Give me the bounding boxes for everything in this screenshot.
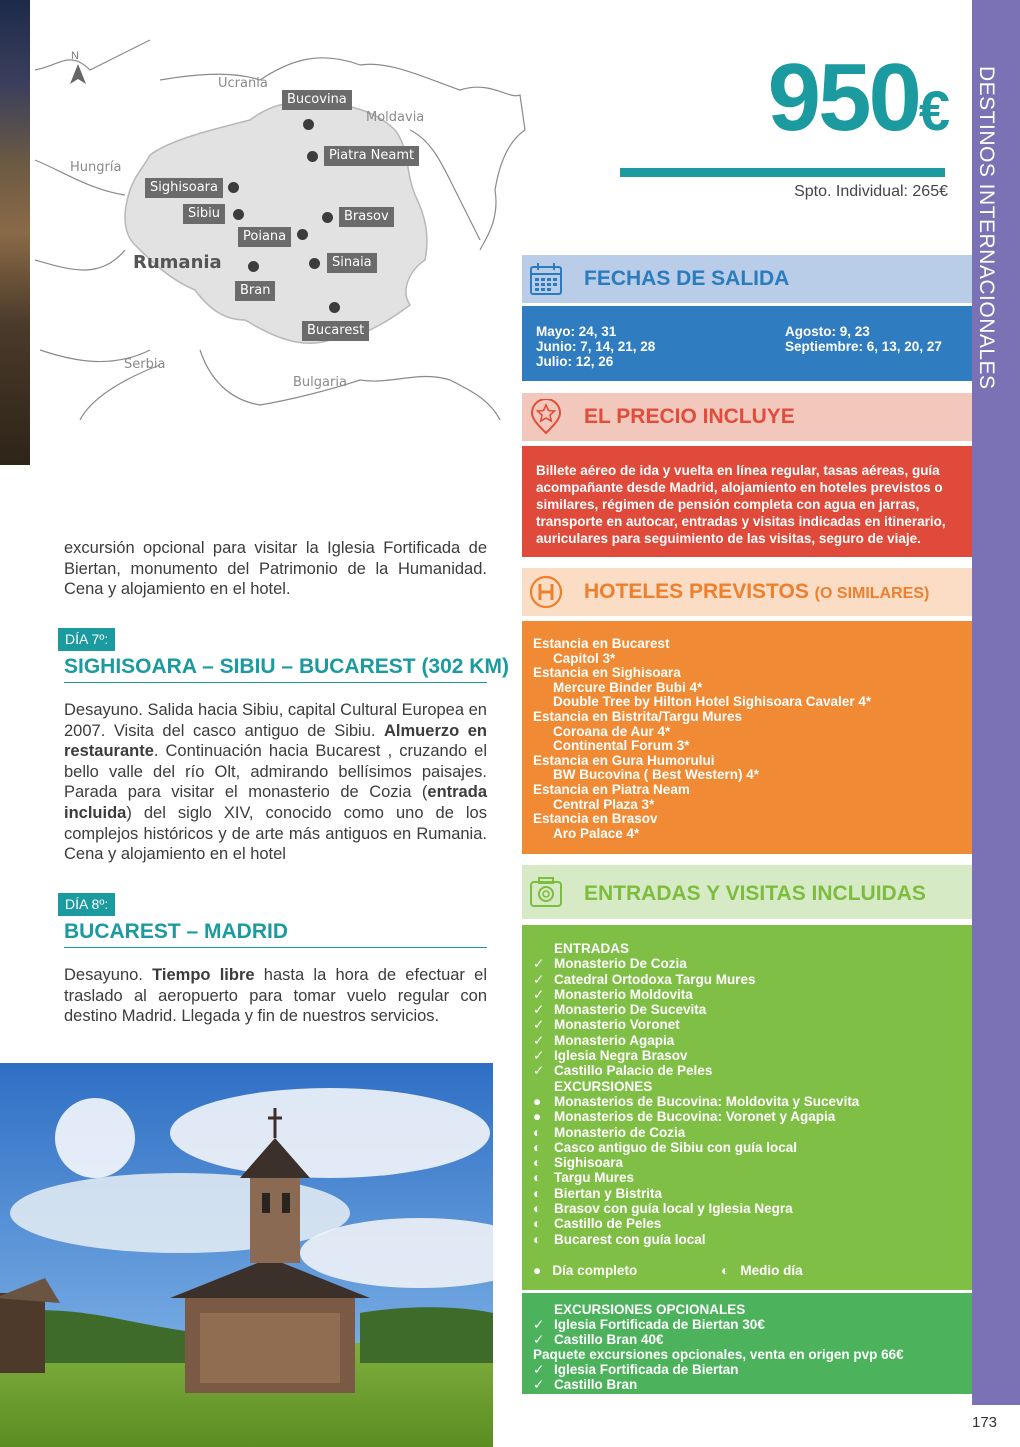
north-arrow-icon: N: [70, 50, 84, 90]
excursion-item: [533, 1155, 961, 1170]
entradas-title: ENTRADAS Y VISITAS INCLUIDAS: [584, 882, 926, 905]
fecha-line: Julio: 12, 26: [536, 354, 614, 369]
hotel-stay: Estancia en Sighisoara: [533, 665, 681, 681]
photo-strip-left: [0, 0, 30, 465]
entrada-item: [533, 972, 961, 987]
excursion-label: Bucarest con guía local: [554, 1231, 706, 1247]
precio-body: Billete aéreo de ida y vuelta en línea regular, tasas aéreas, guía acompañante desde Madrid, alojamiento en hoteles previstos o similares, régimen de pensión completa con agua en jarras, transporte en autocar, entradas y visitas indicadas en itinerario, auriculares para seguimiento de las visitas, seguro de viaje.: [522, 446, 972, 557]
hotel-icon: [528, 574, 564, 610]
half-day-icon: ◐: [533, 1185, 542, 1201]
half-day-icon: ◐: [533, 1201, 542, 1217]
entrada-label: Monasterio Voronet: [554, 1017, 680, 1033]
city-poiana: Poiana: [238, 227, 291, 247]
excursion-label: Biertan y Bistrita: [554, 1185, 663, 1201]
half-day-icon: ◐: [533, 1170, 542, 1186]
city-brasov: Brasov: [339, 207, 394, 227]
day7-title: SIGHISOARA – SIBIU – BUCAREST (302 KM): [64, 655, 487, 683]
check-icon: ✓: [533, 1063, 545, 1079]
day8-text: Desayuno. Tiempo libre hasta la hora de efectuar el traslado al aeropuerto para tomar vuelo regular con destino Madrid. Llegada y fin de nuestros servicios.: [64, 966, 487, 1026]
check-icon: ✓: [533, 1317, 545, 1332]
excursion-item: [533, 1201, 961, 1216]
city-bucarest: Bucarest: [302, 321, 369, 341]
entrada-item: [533, 1017, 961, 1032]
excursion-item: [533, 1216, 961, 1231]
entrada-label: Monasterio De Cozia: [554, 956, 687, 972]
entradas-body: [522, 925, 972, 1290]
city-bucovina: Bucovina: [282, 90, 352, 110]
entrada-item: [533, 1033, 961, 1048]
entrada-label: Monasterio Moldovita: [554, 986, 693, 1002]
opcionales-label: EXCURSIONES OPCIONALES: [554, 1302, 746, 1317]
hotel-stay: Estancia en Bistrita/Targu Mures: [533, 708, 743, 724]
hotel-name: Capitol 3*: [553, 650, 616, 666]
excursion-label: Sighisoara: [554, 1155, 624, 1171]
hotel-name: Aro Palace 4*: [553, 825, 640, 841]
paquete-item: [533, 1377, 961, 1392]
dot-sibiu: [233, 209, 244, 220]
excursion-label: Monasterios de Bucovina: Voronet y Agapia: [554, 1109, 836, 1125]
hotel-name: Coroana de Aur 4*: [553, 723, 671, 739]
fecha-line: Junio: 7, 14, 21, 28: [536, 339, 656, 354]
badge-star-icon: [528, 399, 564, 435]
dot-brasov: [322, 212, 333, 223]
fecha-line: Septiembre: 6, 13, 20, 27: [785, 339, 942, 354]
entrada-label: Monasterio De Sucevita: [554, 1002, 707, 1018]
city-piatra-neamt: Piatra Neamt: [324, 146, 419, 166]
precio-header: [522, 393, 972, 441]
hotel-name: Central Plaza 3*: [553, 796, 655, 812]
entrada-item: [533, 1063, 961, 1078]
hoteles-title: HOTELES PREVISTOS (O SIMILARES): [584, 580, 930, 603]
opcional-label: Iglesia Fortificada de Biertan 30€: [554, 1317, 765, 1332]
entrada-label: Iglesia Negra Brasov: [554, 1048, 688, 1064]
dot-poiana: [297, 229, 308, 240]
hotel-name: Mercure Binder Bubi 4*: [553, 679, 703, 695]
price: 950€: [767, 44, 950, 151]
hoteles-header: [522, 568, 972, 616]
camera-icon: [528, 875, 564, 911]
check-icon: ✓: [533, 986, 545, 1002]
fechas-header: [522, 255, 972, 303]
dot-bucovina: [303, 119, 314, 130]
side-title: DESTINOS INTERNACIONALES: [975, 66, 998, 390]
half-day-icon: ◐: [533, 1124, 542, 1140]
opcionales-body: [522, 1293, 972, 1394]
paquete-text: Paquete excursiones opcionales, venta en origen pvp 66€: [533, 1347, 904, 1362]
check-icon: ✓: [533, 956, 545, 972]
day8-tag: DÍA 8º:: [58, 893, 115, 916]
hotel-stay: Estancia en Bucarest: [533, 636, 670, 651]
excursiones-label: EXCURSIONES: [554, 1078, 653, 1094]
city-sighisoara: Sighisoara: [145, 178, 223, 198]
day7-text: Desayuno. Salida hacia Sibiu, capital Cultural Europea en 2007. Visita del casco antiguo de Sibiu. Almuerzo en restaurante. Continuación hacia Bucarest , cruzando el bello valle del río Olt, admirando bellísimos paisajes. Parada para visitar el monasterio de Cozia (entrada incluida) del siglo XIV, conocido como uno de los complejos históricos y de arte más antiguos en Rumania. Cena y alojamiento en el hotel: [64, 701, 487, 864]
paquete-label: Iglesia Fortificada de Biertan: [554, 1362, 739, 1377]
excursion-item: [533, 1232, 961, 1247]
city-sinaia: Sinaia: [327, 253, 377, 273]
excursion-item: [533, 1125, 961, 1140]
fechas-title: FECHAS DE SALIDA: [584, 267, 790, 290]
day7-tag: DÍA 7º:: [58, 628, 115, 651]
fecha-line: Mayo: 24, 31: [536, 324, 617, 339]
check-icon: ✓: [533, 971, 545, 987]
fechas-col-1: [536, 324, 655, 369]
fechas-body: [522, 306, 972, 381]
paquete-list: [533, 1362, 961, 1392]
excursion-label: Castillo de Peles: [554, 1216, 662, 1232]
page-number: 173: [972, 1414, 998, 1431]
dot-piatra: [307, 151, 318, 162]
entradas-label: ENTRADAS: [554, 941, 630, 956]
excursion-label: Monasterio de Cozia: [554, 1124, 686, 1140]
paquete-item: [533, 1362, 961, 1377]
hotel-stay: Estancia en Gura Humorului: [533, 752, 715, 768]
check-icon: ✓: [533, 1362, 545, 1377]
dot-sighisoara: [228, 182, 239, 193]
monastery-photo: [0, 1063, 493, 1447]
check-icon: ✓: [533, 1048, 545, 1064]
half-day-icon: ◐: [533, 1231, 542, 1247]
dot-bran: [248, 261, 259, 272]
excursion-label: Monasterios de Bucovina: Moldovita y Sucevita: [554, 1093, 860, 1109]
excursion-label: Targu Mures: [554, 1170, 635, 1186]
hotel-name: BW Bucovina ( Best Western) 4*: [553, 767, 760, 783]
entradas-header: [522, 865, 972, 919]
day8-title: BUCAREST – MADRID: [64, 920, 487, 948]
check-icon: ✓: [533, 1332, 545, 1347]
legend-full: ● Día completo: [533, 1263, 638, 1278]
dot-sinaia: [309, 258, 320, 269]
entrada-label: Catedral Ortodoxa Targu Mures: [554, 971, 756, 987]
paquete-label: Castillo Bran: [554, 1377, 638, 1392]
check-icon: ✓: [533, 1017, 545, 1033]
full-day-icon: ●: [533, 1093, 542, 1109]
legend-half: ◐ Medio día: [721, 1263, 803, 1278]
entradas-list: [533, 956, 961, 1078]
excursion-item: [533, 1140, 961, 1155]
check-icon: ✓: [533, 1032, 545, 1048]
city-bran: Bran: [235, 281, 275, 301]
excursion-item: [533, 1109, 961, 1124]
entrada-item: [533, 1002, 961, 1017]
entrada-label: Monasterio Agapia: [554, 1032, 675, 1048]
entrada-item: [533, 987, 961, 1002]
excursion-label: Casco antiguo de Sibiu con guía local: [554, 1139, 798, 1155]
opcional-label: Castillo Bran 40€: [554, 1332, 664, 1347]
entrada-label: Castillo Palacio de Peles: [554, 1063, 713, 1079]
opcional-item: [533, 1317, 961, 1332]
half-day-icon: ◐: [533, 1155, 542, 1171]
excursion-item: [533, 1170, 961, 1185]
fechas-col-2: [785, 324, 942, 354]
excursiones-list: [533, 1094, 961, 1247]
label-bulgaria: Bulgaria: [293, 375, 347, 390]
itinerary-intro: excursión opcional para visitar la Iglesia Fortificada de Biertan, monumento del Patrimonio de la Humanidad. Cena y alojamiento en el hotel.: [64, 539, 487, 599]
label-moldova: Moldavia: [366, 110, 425, 125]
fecha-line: Agosto: 9, 23: [785, 324, 870, 339]
label-ukraine: Ucrania: [218, 76, 268, 91]
opcional-item: [533, 1332, 961, 1347]
entrada-item: [533, 1048, 961, 1063]
hotel-stay: Estancia en Brasov: [533, 811, 658, 827]
label-serbia: Serbia: [124, 357, 166, 372]
opcionales-list: [533, 1317, 961, 1347]
label-hungary: Hungría: [70, 160, 122, 175]
hotel-name: Double Tree by Hilton Hotel Sighisoara Cavaler 4*: [553, 694, 872, 710]
single-supplement: Spto. Individual: 265€: [794, 183, 948, 200]
entrada-item: [533, 956, 961, 971]
dot-bucarest: [329, 302, 340, 313]
full-day-icon: ●: [533, 1109, 542, 1125]
hotel-stay: Estancia en Piatra Neam: [533, 781, 690, 797]
half-day-icon: ◐: [533, 1139, 542, 1155]
price-rule: [620, 168, 945, 177]
romania-map: [30, 20, 530, 440]
check-icon: ✓: [533, 1002, 545, 1018]
excursion-label: Brasov con guía local y Iglesia Negra: [554, 1201, 793, 1217]
hoteles-body: [522, 621, 972, 854]
calendar-icon: [528, 261, 564, 297]
hotel-name: Continental Forum 3*: [553, 738, 690, 754]
excursion-item: [533, 1094, 961, 1109]
label-romania: Rumania: [133, 252, 222, 273]
half-day-icon: ◐: [533, 1216, 542, 1232]
precio-title: EL PRECIO INCLUYE: [584, 405, 795, 428]
check-icon: ✓: [533, 1377, 545, 1392]
excursion-item: [533, 1186, 961, 1201]
city-sibiu: Sibiu: [183, 204, 225, 224]
